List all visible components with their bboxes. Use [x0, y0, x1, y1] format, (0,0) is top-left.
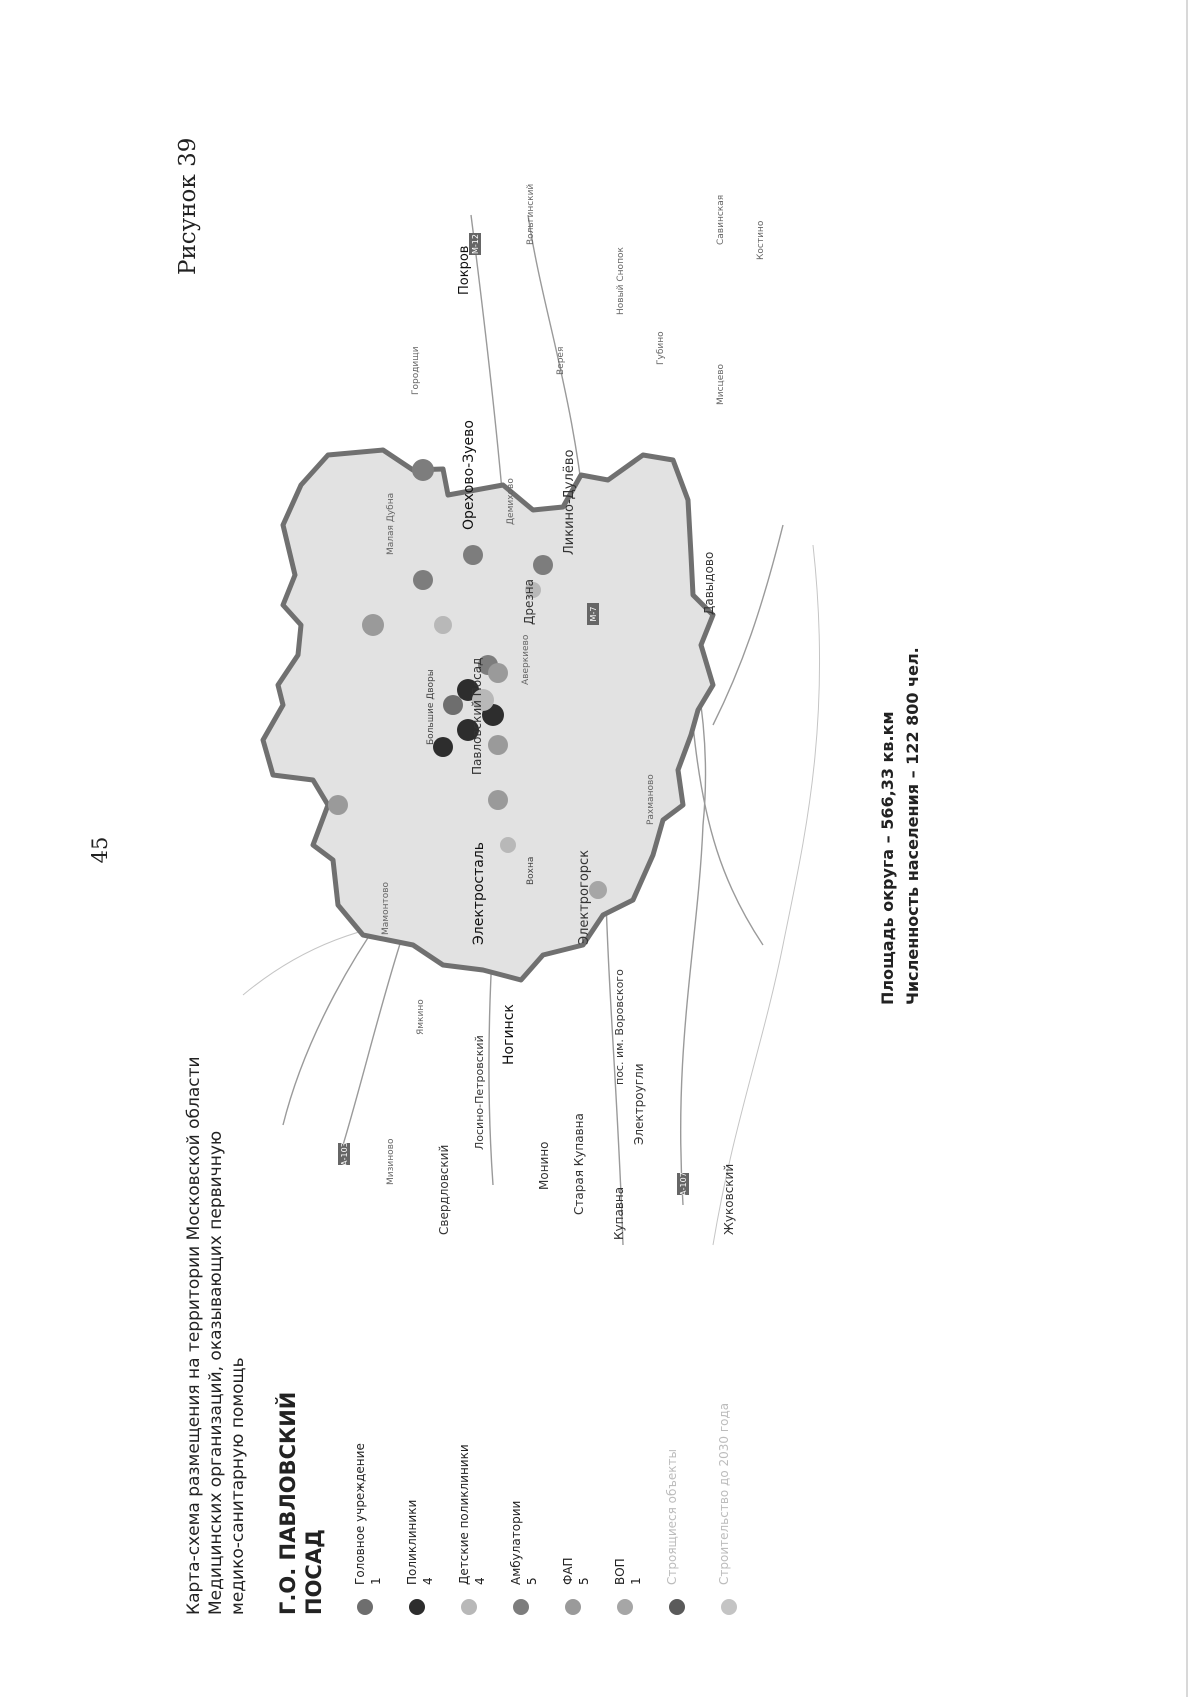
legend-label: Поликлиники [405, 1499, 419, 1585]
district-stats [875, 647, 925, 1005]
legend-count: 4 [473, 1577, 487, 1585]
place-label: Лосино-Петровский [473, 1035, 486, 1150]
place-label: Ямкино [416, 999, 426, 1035]
road-minor-3 [693, 725, 763, 945]
district-area: Площадь округа – 566,33 кв.км [878, 711, 897, 1005]
legend-count: 1 [629, 1577, 643, 1585]
legend-label: ФАП [561, 1557, 575, 1585]
marker-ambulatory [413, 570, 433, 590]
legend-label: Детские поликлиники [457, 1444, 471, 1585]
legend-item-fap [561, 1285, 613, 1615]
place-label: Павловский Посад [470, 657, 484, 775]
marker-ambulatory [533, 555, 553, 575]
legend-dot-icon [721, 1599, 737, 1615]
road-label-a103: А-103 [340, 1142, 349, 1166]
legend-dot-icon [669, 1599, 685, 1615]
place-label: Аверкиево [521, 634, 531, 685]
legend-count: 1 [369, 1577, 383, 1585]
marker-fap [362, 614, 384, 636]
marker-ambulatory [412, 459, 434, 481]
district-map [243, 183, 833, 1245]
legend-item-under-construction [665, 1285, 717, 1615]
place-label: Жуковский [722, 1163, 736, 1235]
place-label: Мизиново [386, 1138, 396, 1185]
place-label: Губино [656, 331, 666, 365]
place-label: Мамонтово [381, 881, 391, 935]
marker-head [443, 695, 463, 715]
legend-count: 5 [577, 1577, 591, 1585]
legend-item-planned-2030 [717, 1285, 769, 1615]
place-label: Вохна [526, 856, 536, 885]
place-label: Верея [556, 346, 566, 375]
place-label: Свердловский [437, 1144, 451, 1235]
figure-label: Рисунок 39 [175, 137, 201, 275]
road-label-a107: А-107 [679, 1172, 688, 1196]
road-minor-2 [713, 525, 783, 725]
place-label: Электросталь [471, 841, 487, 945]
page-number: 45 [88, 836, 112, 864]
place-label: Городищи [411, 346, 421, 395]
place-label: Давыдово [702, 551, 716, 615]
legend-dot-icon [617, 1599, 633, 1615]
place-label: Новый Снопок [616, 247, 626, 315]
map-title: Карта-схема размещения на территории Московской области Медицинских организаций, оказывающих первичную медико-санитарную помощь [184, 1056, 248, 1615]
legend-label: ВОП [613, 1558, 627, 1585]
legend-dot-icon [513, 1599, 529, 1615]
place-label: Рахманово [646, 774, 656, 825]
marker-polyclinic [433, 737, 453, 757]
legend-dot-icon [357, 1599, 373, 1615]
legend-label: Строящиеся объекты [665, 1449, 679, 1585]
place-label: Костино [756, 220, 766, 260]
place-label: Демихово [506, 478, 516, 525]
place-label: Савинская [716, 194, 726, 245]
river [713, 545, 820, 1245]
legend-item-children-polyclinics [457, 1285, 509, 1615]
legend-label: Строительство до 2030 года [717, 1402, 731, 1585]
road-label-m7: М-7 [589, 606, 598, 622]
legend-count: 4 [421, 1577, 435, 1585]
legend-label: Амбулатории [509, 1500, 523, 1585]
marker-children [500, 837, 516, 853]
place-label: Мисцево [716, 363, 726, 405]
legend-item-polyclinics [405, 1285, 457, 1615]
legend-label: Головное учреждение [353, 1443, 367, 1585]
marker-fap [488, 790, 508, 810]
place-label: Покров [457, 245, 472, 295]
legend-item-vop [613, 1285, 665, 1615]
legend-item-head [353, 1285, 405, 1615]
place-label: Старая Купавна [572, 1113, 586, 1215]
legend-dot-icon [461, 1599, 477, 1615]
marker-children [434, 616, 452, 634]
legend-dot-icon [565, 1599, 581, 1615]
place-label: Монино [537, 1141, 551, 1190]
legend-item-ambulatories [509, 1285, 561, 1615]
place-label: Ликино-Дулёво [562, 449, 577, 555]
place-label: Большие Дворы [426, 669, 436, 745]
district-title-line2: ПОСАД [302, 1529, 326, 1615]
place-label: Дрезна [522, 579, 536, 625]
place-label: Орехово-Зуево [461, 420, 477, 530]
place-label: Малая Дубна [386, 492, 396, 555]
place-label: пос. им. Воровского [613, 969, 626, 1085]
district-title [275, 1392, 327, 1615]
district-population: Численность населения – 122 800 чел. [903, 647, 922, 1005]
road-label-m12: М-12 [471, 234, 480, 254]
road-shield-m7 [587, 603, 599, 625]
legend-dot-icon [409, 1599, 425, 1615]
marker-ambulatory [463, 545, 483, 565]
place-label: Ногинск [501, 1004, 517, 1065]
place-label: Купавна [612, 1186, 626, 1240]
district-title-line1: Г.О. ПАВЛОВСКИЙ [276, 1391, 300, 1615]
place-label: Электрогорск [577, 849, 592, 945]
rotated-figure-content [183, 170, 1003, 1625]
marker-fap [488, 735, 508, 755]
legend [353, 1285, 769, 1615]
road-shield-a103 [338, 1142, 350, 1166]
scan-edge-line [1186, 0, 1188, 1697]
place-label: Вольгинский [526, 183, 536, 245]
marker-fap [488, 663, 508, 683]
road-shield-a107 [677, 1172, 689, 1196]
marker-fap [328, 795, 348, 815]
legend-count: 5 [525, 1577, 539, 1585]
place-label: Электроугли [632, 1063, 646, 1145]
